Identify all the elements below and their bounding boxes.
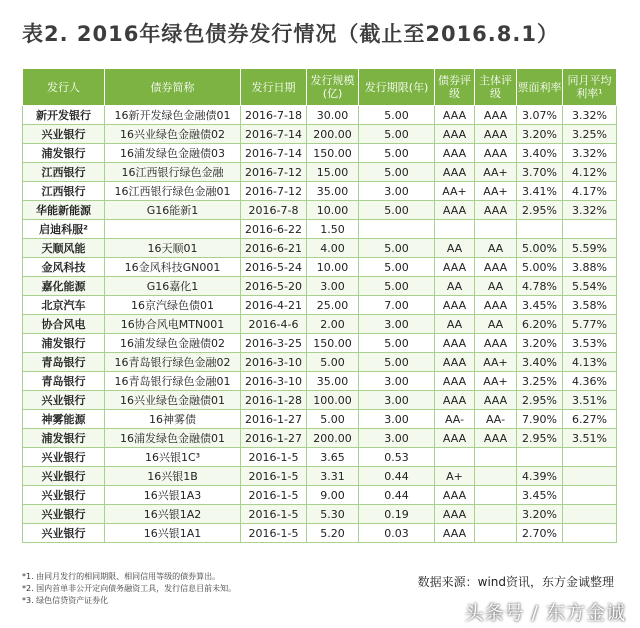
monthly-avg-rate-cell: 5.59%: [563, 239, 617, 258]
term-cell: 3.00: [359, 315, 435, 334]
term-cell: 5.00: [359, 106, 435, 125]
header-term: 发行期限(年): [359, 69, 435, 106]
issue-size-cell: 30.00: [307, 106, 359, 125]
table-row: [23, 486, 617, 505]
issue-size-cell: 9.00: [307, 486, 359, 505]
issue-size-cell: 5.00: [307, 353, 359, 372]
header-issue-size: 发行规模(亿): [307, 69, 359, 106]
watermark: 头条号 / 东方金诚: [464, 602, 626, 624]
issue-date-cell: 2016-7-8: [241, 201, 307, 220]
entity-rating-cell: AAA: [475, 201, 517, 220]
issuer-cell: 华能新能源: [23, 201, 105, 220]
issuer-cell: 浦发银行: [23, 429, 105, 448]
issue-date-cell: 2016-5-24: [241, 258, 307, 277]
monthly-avg-rate-cell: 4.17%: [563, 182, 617, 201]
issue-size-cell: 10.00: [307, 258, 359, 277]
issue-date-cell: 2016-7-12: [241, 163, 307, 182]
coupon-cell: 2.95%: [517, 429, 563, 448]
coupon-cell: 3.45%: [517, 486, 563, 505]
footnote-1: *1. 由同月发行的相同期限、相同信用等级的债券算出。: [22, 572, 221, 581]
term-cell: 5.00: [359, 277, 435, 296]
entity-rating-cell: AA+: [475, 353, 517, 372]
coupon-cell: 6.20%: [517, 315, 563, 334]
coupon-cell: 3.07%: [517, 106, 563, 125]
bond-name-cell: 16新开发绿色金融债01: [105, 106, 241, 125]
coupon-cell: 3.41%: [517, 182, 563, 201]
footnote-3: *3. 绿色信贷资产证券化: [22, 596, 109, 605]
issue-size-cell: 3.31: [307, 467, 359, 486]
coupon-cell: 3.40%: [517, 144, 563, 163]
entity-rating-cell: [475, 486, 517, 505]
issue-size-cell: 150.00: [307, 144, 359, 163]
bond-rating-cell: AA+: [435, 182, 475, 201]
bond-rating-cell: [435, 220, 475, 239]
entity-rating-cell: AA: [475, 315, 517, 334]
table-row: [23, 372, 617, 391]
bond-rating-cell: AA: [435, 277, 475, 296]
bond-name-cell: 16兴业绿色金融债02: [105, 125, 241, 144]
bond-rating-cell: AAA: [435, 125, 475, 144]
coupon-cell: 4.39%: [517, 467, 563, 486]
table-row: [23, 334, 617, 353]
bond-name-cell: 16兴银1C³: [105, 448, 241, 467]
bond-rating-cell: AAA: [435, 258, 475, 277]
header-monthly-avg-rate: 同月平均利率¹: [563, 69, 617, 106]
table-row: [23, 201, 617, 220]
issue-date-cell: 2016-1-27: [241, 410, 307, 429]
issuer-cell: 兴业银行: [23, 486, 105, 505]
coupon-cell: 3.20%: [517, 505, 563, 524]
bond-rating-cell: [435, 448, 475, 467]
entity-rating-cell: AA: [475, 239, 517, 258]
table-row: [23, 258, 617, 277]
issue-size-cell: 15.00: [307, 163, 359, 182]
issuer-cell: 协合风电: [23, 315, 105, 334]
entity-rating-cell: AA+: [475, 163, 517, 182]
entity-rating-cell: AAA: [475, 334, 517, 353]
header-issuer: 发行人: [23, 69, 105, 106]
issue-size-cell: 4.00: [307, 239, 359, 258]
monthly-avg-rate-cell: 3.32%: [563, 106, 617, 125]
table-row: [23, 220, 617, 239]
bond-rating-cell: AA: [435, 239, 475, 258]
term-cell: 0.19: [359, 505, 435, 524]
monthly-avg-rate-cell: 3.58%: [563, 296, 617, 315]
issue-date-cell: 2016-7-14: [241, 125, 307, 144]
term-cell: 5.00: [359, 239, 435, 258]
issue-size-cell: 200.00: [307, 429, 359, 448]
coupon-cell: 3.20%: [517, 125, 563, 144]
bond-name-cell: 16江西银行绿色金融: [105, 163, 241, 182]
issuer-cell: 江西银行: [23, 163, 105, 182]
bond-name-cell: 16江西银行绿色金融01: [105, 182, 241, 201]
term-cell: 0.03: [359, 524, 435, 543]
coupon-cell: 5.00%: [517, 239, 563, 258]
monthly-avg-rate-cell: 3.53%: [563, 334, 617, 353]
issue-date-cell: 2016-1-28: [241, 391, 307, 410]
term-cell: 5.00: [359, 201, 435, 220]
issuer-cell: 北京汽车: [23, 296, 105, 315]
issuer-cell: 天顺风能: [23, 239, 105, 258]
entity-rating-cell: AAA: [475, 144, 517, 163]
monthly-avg-rate-cell: [563, 486, 617, 505]
monthly-avg-rate-cell: 4.36%: [563, 372, 617, 391]
monthly-avg-rate-cell: [563, 524, 617, 543]
issuer-cell: 兴业银行: [23, 391, 105, 410]
issue-size-cell: 1.50: [307, 220, 359, 239]
data-source: 数据来源：wind资讯，东方金诚整理: [417, 575, 614, 589]
issue-size-cell: 5.00: [307, 410, 359, 429]
term-cell: 5.00: [359, 163, 435, 182]
table-row: [23, 144, 617, 163]
entity-rating-cell: AAA: [475, 296, 517, 315]
entity-rating-cell: AA: [475, 277, 517, 296]
monthly-avg-rate-cell: 4.13%: [563, 353, 617, 372]
term-cell: [359, 220, 435, 239]
coupon-cell: 7.90%: [517, 410, 563, 429]
issue-size-cell: 150.00: [307, 334, 359, 353]
issue-date-cell: 2016-6-22: [241, 220, 307, 239]
entity-rating-cell: [475, 467, 517, 486]
coupon-cell: 3.45%: [517, 296, 563, 315]
bond-name-cell: 16兴业绿色金融债01: [105, 391, 241, 410]
issue-size-cell: 35.00: [307, 372, 359, 391]
issuer-cell: 江西银行: [23, 182, 105, 201]
issuer-cell: 青岛银行: [23, 353, 105, 372]
issuer-cell: 兴业银行: [23, 524, 105, 543]
issue-date-cell: 2016-1-27: [241, 429, 307, 448]
coupon-cell: 2.70%: [517, 524, 563, 543]
bond-name-cell: G16嘉化1: [105, 277, 241, 296]
monthly-avg-rate-cell: 3.88%: [563, 258, 617, 277]
monthly-avg-rate-cell: [563, 448, 617, 467]
issue-size-cell: 25.00: [307, 296, 359, 315]
issuer-cell: 神雾能源: [23, 410, 105, 429]
table-row: [23, 106, 617, 125]
bond-rating-cell: AA-: [435, 410, 475, 429]
issuer-cell: 金风科技: [23, 258, 105, 277]
table-row: [23, 391, 617, 410]
table-row: [23, 315, 617, 334]
bond-name-cell: 16浦发绿色金融债03: [105, 144, 241, 163]
issue-date-cell: 2016-5-20: [241, 277, 307, 296]
coupon-cell: [517, 448, 563, 467]
issue-date-cell: 2016-4-6: [241, 315, 307, 334]
bond-rating-cell: AAA: [435, 334, 475, 353]
issue-size-cell: 5.20: [307, 524, 359, 543]
bond-rating-cell: AAA: [435, 372, 475, 391]
bond-rating-cell: AAA: [435, 486, 475, 505]
footnote-2: *2. 国内首单非公开定向债务融资工具，发行信息目前未知。: [22, 584, 237, 593]
table-row: [23, 467, 617, 486]
table-row: [23, 277, 617, 296]
issuer-cell: 新开发银行: [23, 106, 105, 125]
term-cell: 3.00: [359, 372, 435, 391]
term-cell: 3.00: [359, 410, 435, 429]
bond-name-cell: 16青岛银行绿色金融01: [105, 372, 241, 391]
issuer-cell: 兴业银行: [23, 448, 105, 467]
bond-rating-cell: AA: [435, 315, 475, 334]
monthly-avg-rate-cell: [563, 505, 617, 524]
table-row: [23, 524, 617, 543]
header-coupon: 票面利率: [517, 69, 563, 106]
issuer-cell: 青岛银行: [23, 372, 105, 391]
coupon-cell: [517, 220, 563, 239]
entity-rating-cell: [475, 524, 517, 543]
bond-name-cell: 16浦发绿色金融债01: [105, 429, 241, 448]
coupon-cell: 2.95%: [517, 391, 563, 410]
monthly-avg-rate-cell: 3.25%: [563, 125, 617, 144]
table-row: [23, 182, 617, 201]
bond-rating-cell: AAA: [435, 505, 475, 524]
entity-rating-cell: AAA: [475, 106, 517, 125]
table-row: [23, 353, 617, 372]
term-cell: 0.44: [359, 467, 435, 486]
bond-name-cell: 16青岛银行绿色金融02: [105, 353, 241, 372]
monthly-avg-rate-cell: [563, 467, 617, 486]
monthly-avg-rate-cell: 3.51%: [563, 391, 617, 410]
entity-rating-cell: [475, 505, 517, 524]
bond-name-cell: 16神雾债: [105, 410, 241, 429]
issue-date-cell: 2016-1-5: [241, 448, 307, 467]
entity-rating-cell: AA+: [475, 182, 517, 201]
issue-size-cell: 200.00: [307, 125, 359, 144]
bond-rating-cell: AAA: [435, 429, 475, 448]
bond-name-cell: 16协合风电MTN001: [105, 315, 241, 334]
entity-rating-cell: AAA: [475, 258, 517, 277]
bond-rating-cell: AAA: [435, 144, 475, 163]
entity-rating-cell: [475, 448, 517, 467]
bond-name-cell: 16天顺01: [105, 239, 241, 258]
header-entity-rating: 主体评级: [475, 69, 517, 106]
table-row: [23, 429, 617, 448]
issuer-cell: 嘉化能源: [23, 277, 105, 296]
monthly-avg-rate-cell: 6.27%: [563, 410, 617, 429]
monthly-avg-rate-cell: 5.77%: [563, 315, 617, 334]
bond-rating-cell: AAA: [435, 106, 475, 125]
term-cell: 0.44: [359, 486, 435, 505]
issue-date-cell: 2016-1-5: [241, 505, 307, 524]
table-row: [23, 448, 617, 467]
issue-size-cell: 3.65: [307, 448, 359, 467]
issue-date-cell: 2016-3-10: [241, 372, 307, 391]
bond-rating-cell: AAA: [435, 391, 475, 410]
bond-rating-cell: AAA: [435, 353, 475, 372]
bond-name-cell: 16兴银1A2: [105, 505, 241, 524]
bond-name-cell: 16兴银1A3: [105, 486, 241, 505]
term-cell: 7.00: [359, 296, 435, 315]
header-issue-date: 发行日期: [241, 69, 307, 106]
issue-size-cell: 35.00: [307, 182, 359, 201]
issuer-cell: 兴业银行: [23, 125, 105, 144]
issue-size-cell: 3.00: [307, 277, 359, 296]
issue-date-cell: 2016-3-25: [241, 334, 307, 353]
term-cell: 5.00: [359, 125, 435, 144]
coupon-cell: 2.95%: [517, 201, 563, 220]
term-cell: 3.00: [359, 391, 435, 410]
bond-rating-cell: AAA: [435, 163, 475, 182]
coupon-cell: 3.70%: [517, 163, 563, 182]
monthly-avg-rate-cell: 3.32%: [563, 144, 617, 163]
bond-name-cell: 16兴银1B: [105, 467, 241, 486]
bond-rating-cell: A+: [435, 467, 475, 486]
bond-name-cell: 16金风科技GN001: [105, 258, 241, 277]
entity-rating-cell: AAA: [475, 125, 517, 144]
table-row: [23, 163, 617, 182]
issuer-cell: 兴业银行: [23, 467, 105, 486]
issue-size-cell: 10.00: [307, 201, 359, 220]
bond-rating-cell: AAA: [435, 524, 475, 543]
green-bond-table: [22, 68, 617, 543]
bond-name-cell: G16能新1: [105, 201, 241, 220]
header-bond-rating: 债券评级: [435, 69, 475, 106]
coupon-cell: 3.20%: [517, 334, 563, 353]
issuer-cell: 浦发银行: [23, 334, 105, 353]
footnotes: [22, 571, 236, 607]
table-header-row: [23, 69, 617, 106]
monthly-avg-rate-cell: 4.12%: [563, 163, 617, 182]
bond-rating-cell: AAA: [435, 296, 475, 315]
bond-name-cell: 16京汽绿色债01: [105, 296, 241, 315]
coupon-cell: 3.40%: [517, 353, 563, 372]
issue-date-cell: 2016-7-18: [241, 106, 307, 125]
term-cell: 3.00: [359, 429, 435, 448]
coupon-cell: 5.00%: [517, 258, 563, 277]
term-cell: 5.00: [359, 334, 435, 353]
issuer-cell: 浦发银行: [23, 144, 105, 163]
issue-date-cell: 2016-7-12: [241, 182, 307, 201]
monthly-avg-rate-cell: [563, 220, 617, 239]
page-title: 表2. 2016年绿色债券发行情况（截止至2016.8.1）: [22, 22, 559, 46]
issue-size-cell: 100.00: [307, 391, 359, 410]
term-cell: 0.53: [359, 448, 435, 467]
header-bond-name: 债券简称: [105, 69, 241, 106]
issue-date-cell: 2016-6-21: [241, 239, 307, 258]
issue-size-cell: 2.00: [307, 315, 359, 334]
term-cell: 5.00: [359, 353, 435, 372]
entity-rating-cell: AA+: [475, 372, 517, 391]
issuer-cell: 兴业银行: [23, 505, 105, 524]
issue-date-cell: 2016-1-5: [241, 486, 307, 505]
term-cell: 5.00: [359, 258, 435, 277]
bond-name-cell: 16浦发绿色金融债02: [105, 334, 241, 353]
issue-date-cell: 2016-1-5: [241, 524, 307, 543]
bond-name-cell: 16兴银1A1: [105, 524, 241, 543]
issue-size-cell: 5.30: [307, 505, 359, 524]
entity-rating-cell: AAA: [475, 391, 517, 410]
table-row: [23, 296, 617, 315]
monthly-avg-rate-cell: 5.54%: [563, 277, 617, 296]
table-row: [23, 505, 617, 524]
term-cell: 3.00: [359, 182, 435, 201]
issuer-cell: 启迪科服²: [23, 220, 105, 239]
issue-date-cell: 2016-1-5: [241, 467, 307, 486]
entity-rating-cell: AA-: [475, 410, 517, 429]
bond-rating-cell: AAA: [435, 201, 475, 220]
table-row: [23, 125, 617, 144]
monthly-avg-rate-cell: 3.51%: [563, 429, 617, 448]
entity-rating-cell: [475, 220, 517, 239]
table-row: [23, 410, 617, 429]
bond-name-cell: [105, 220, 241, 239]
issue-date-cell: 2016-3-10: [241, 353, 307, 372]
coupon-cell: 3.25%: [517, 372, 563, 391]
coupon-cell: 4.78%: [517, 277, 563, 296]
table-row: [23, 239, 617, 258]
issue-date-cell: 2016-7-14: [241, 144, 307, 163]
monthly-avg-rate-cell: 3.32%: [563, 201, 617, 220]
entity-rating-cell: AAA: [475, 429, 517, 448]
term-cell: 5.00: [359, 144, 435, 163]
issue-date-cell: 2016-4-21: [241, 296, 307, 315]
